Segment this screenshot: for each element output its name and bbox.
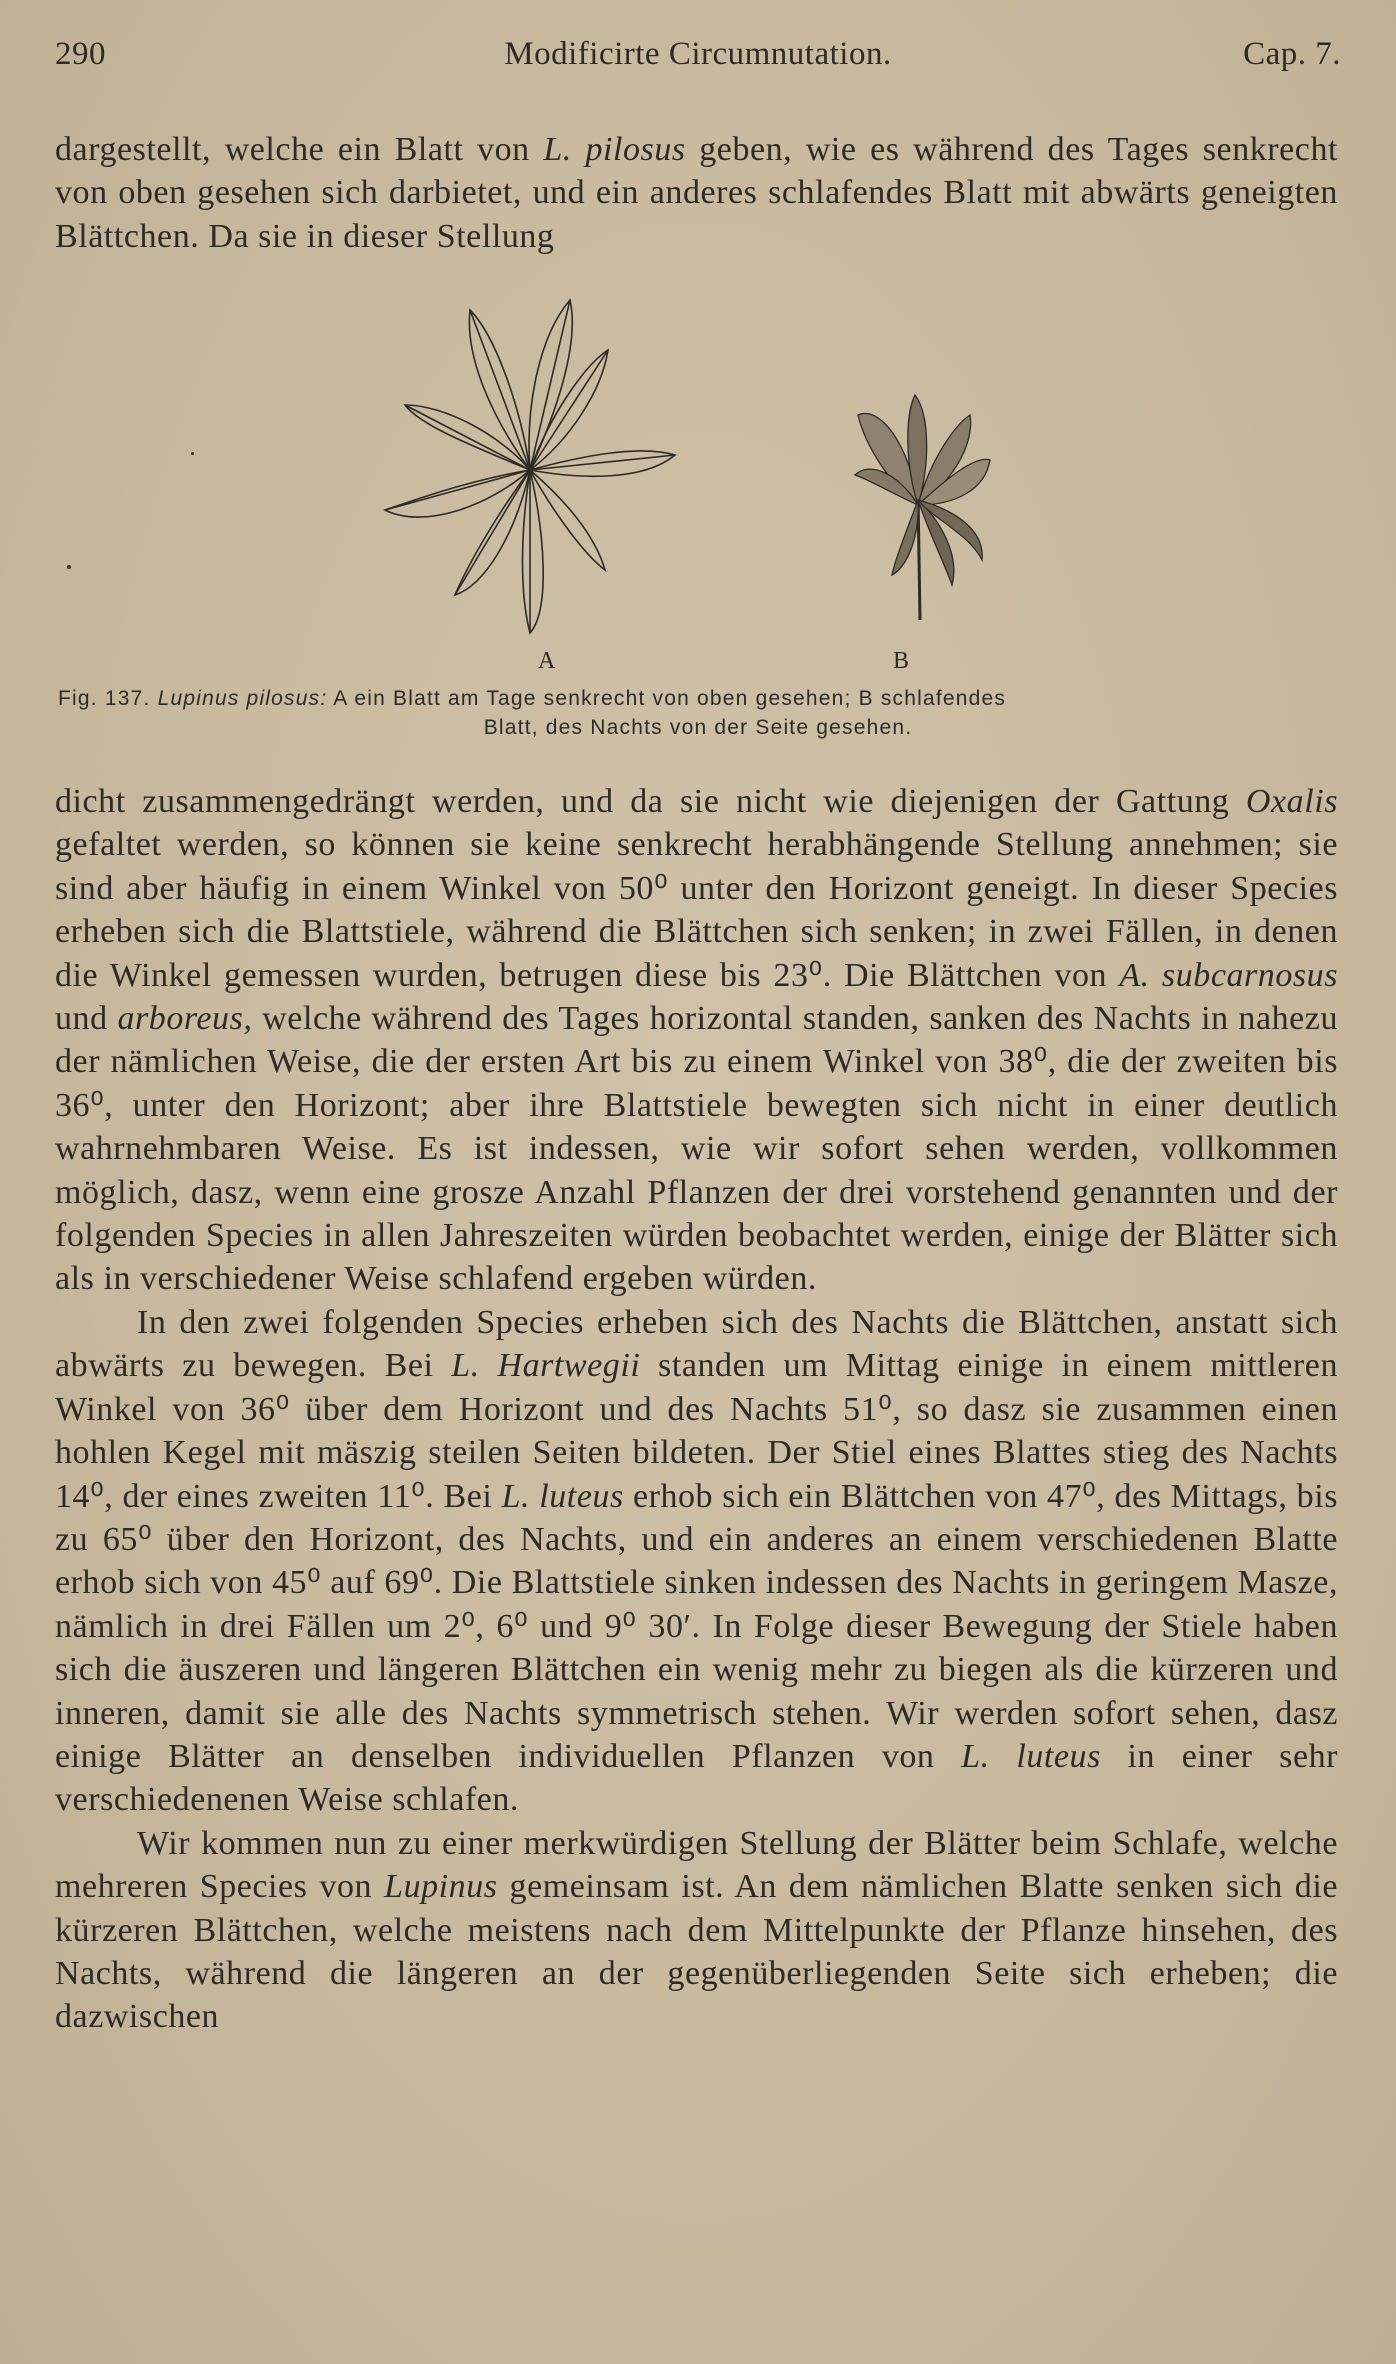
figure-label-a: A (538, 648, 556, 674)
paragraph-3: Wir kommen nun zu einer merkwürdigen Stellung der Blätter beim Schlafe, welche mehreren Species von Lupinus gemeinsam ist. An dem nämlichen Blatte senken sich die kürzeren Blättchen, welche meistens nach dem Mittelpunkte der Pflanze hinsehen, des Nachts, während die längeren an der gegenüberliegenden Seite sich erheben; die dazwischen (55, 1824, 1338, 2036)
page-number: 290 (55, 36, 106, 72)
print-speck (191, 452, 194, 455)
figure-caption (58, 684, 1338, 742)
caption-text-line-2: Blatt, des Nachts von der Seite gesehen. (483, 716, 913, 739)
paragraph-2: In den zwei folgenden Species erheben sich des Nachts die Blättchen, anstatt sich abwärts zu bewegen. Bei L. Hartwegii standen um Mittag einige in einem mittleren Winkel von 36⁰ über dem Horizont und des Nachts 51⁰, so dasz sie zusammen einen hohlen Kegel mit mäszig steilen Seiten bildeten. Der Stiel eines Blattes stieg des Nachts 14⁰, der eines zweiten 11⁰. Bei L. luteus erhob sich ein Blättchen von 47⁰, des Mittags, bis zu 65⁰ über den Horizont, des Nachts, und ein anderes an einem verschiedenen Blatte erhob sich von 45⁰ auf 69⁰. Die Blattstiele sinken indessen des Nachts in geringem Masze, nämlich in drei Fällen um 2⁰, 6⁰ und 9⁰ 30′. In Folge dieser Bewegung der Stiele haben sich die äuszeren und längeren Blättchen ein wenig mehr zu biegen als die kürzeren und inneren, damit sie alle des Nachts symmetrisch stehen. Wir werden sofort sehen, dasz einige Blätter an denselben individuellen Pflanzen von L. luteus in einer sehr verschiedenenen Weise schlafen. (55, 1303, 1339, 1819)
chapter-label: Cap. 7. (1243, 36, 1341, 72)
main-text (55, 780, 1338, 2039)
caption-text: A ein Blatt am Tage senkrecht von oben gesehen; B schlafendes (327, 687, 1007, 710)
paragraph-1: dicht zusammengedrängt werden, und da sie nicht wie diejenigen der Gattung Oxalis gefaltet werden, so können sie keine senkrecht herabhängende Stellung annehmen; sie sind aber häufig in einem Winkel von 50⁰ unter den Horizont geneigt. In dieser Species erheben sich die Blattstiele, während die Blättchen sich senken; in zwei Fällen, in denen die Winkel gemessen wurden, betrugen diese bis 23⁰. Die Blättchen von A. subcarnosus und arboreus, welche während des Tages horizontal standen, sanken des Nachts in nahezu der nämlichen Weise, die der ersten Art bis zu einem Winkel von 38⁰, die der zweiten bis 36⁰, unter den Horizont; aber ihre Blattstiele bewegten sich nicht in einer deutlich wahrnehmbaren Weise. Es ist indessen, wie wir sofort sehen werden, vollkommen möglich, dasz, wenn eine grosze Anzahl Pflanzen der drei vorstehend genannten und der folgenden Species in allen Jahreszeiten würden beobachtet werden, einige der Blätter sich als in verschiedener Weise schlafend ergeben würden. (55, 783, 1338, 1298)
figure-137-illustration (370, 295, 1030, 675)
lupinus-leaf-drawing (370, 295, 1030, 675)
paragraph-text: dargestellt, welche ein Blatt von L. pilosus geben, wie es während des Tages senkrecht von oben gesehen sich darbietet, und ein anderes schlafendes Blatt mit abwärts geneigten Blättchen. Da sie in dieser Stellung (55, 131, 1338, 255)
running-title: Modificirte Circumnutation. (504, 36, 892, 72)
leaf-a-day-view (385, 300, 675, 633)
figure-label-b: B (893, 648, 910, 674)
print-speck (67, 565, 71, 569)
caption-species: Lupinus pilosus: (157, 687, 328, 710)
page-header (55, 30, 1341, 80)
leaf-b-night-view (855, 395, 990, 620)
caption-number: Fig. 137. (58, 687, 151, 710)
top-paragraph (55, 128, 1338, 258)
